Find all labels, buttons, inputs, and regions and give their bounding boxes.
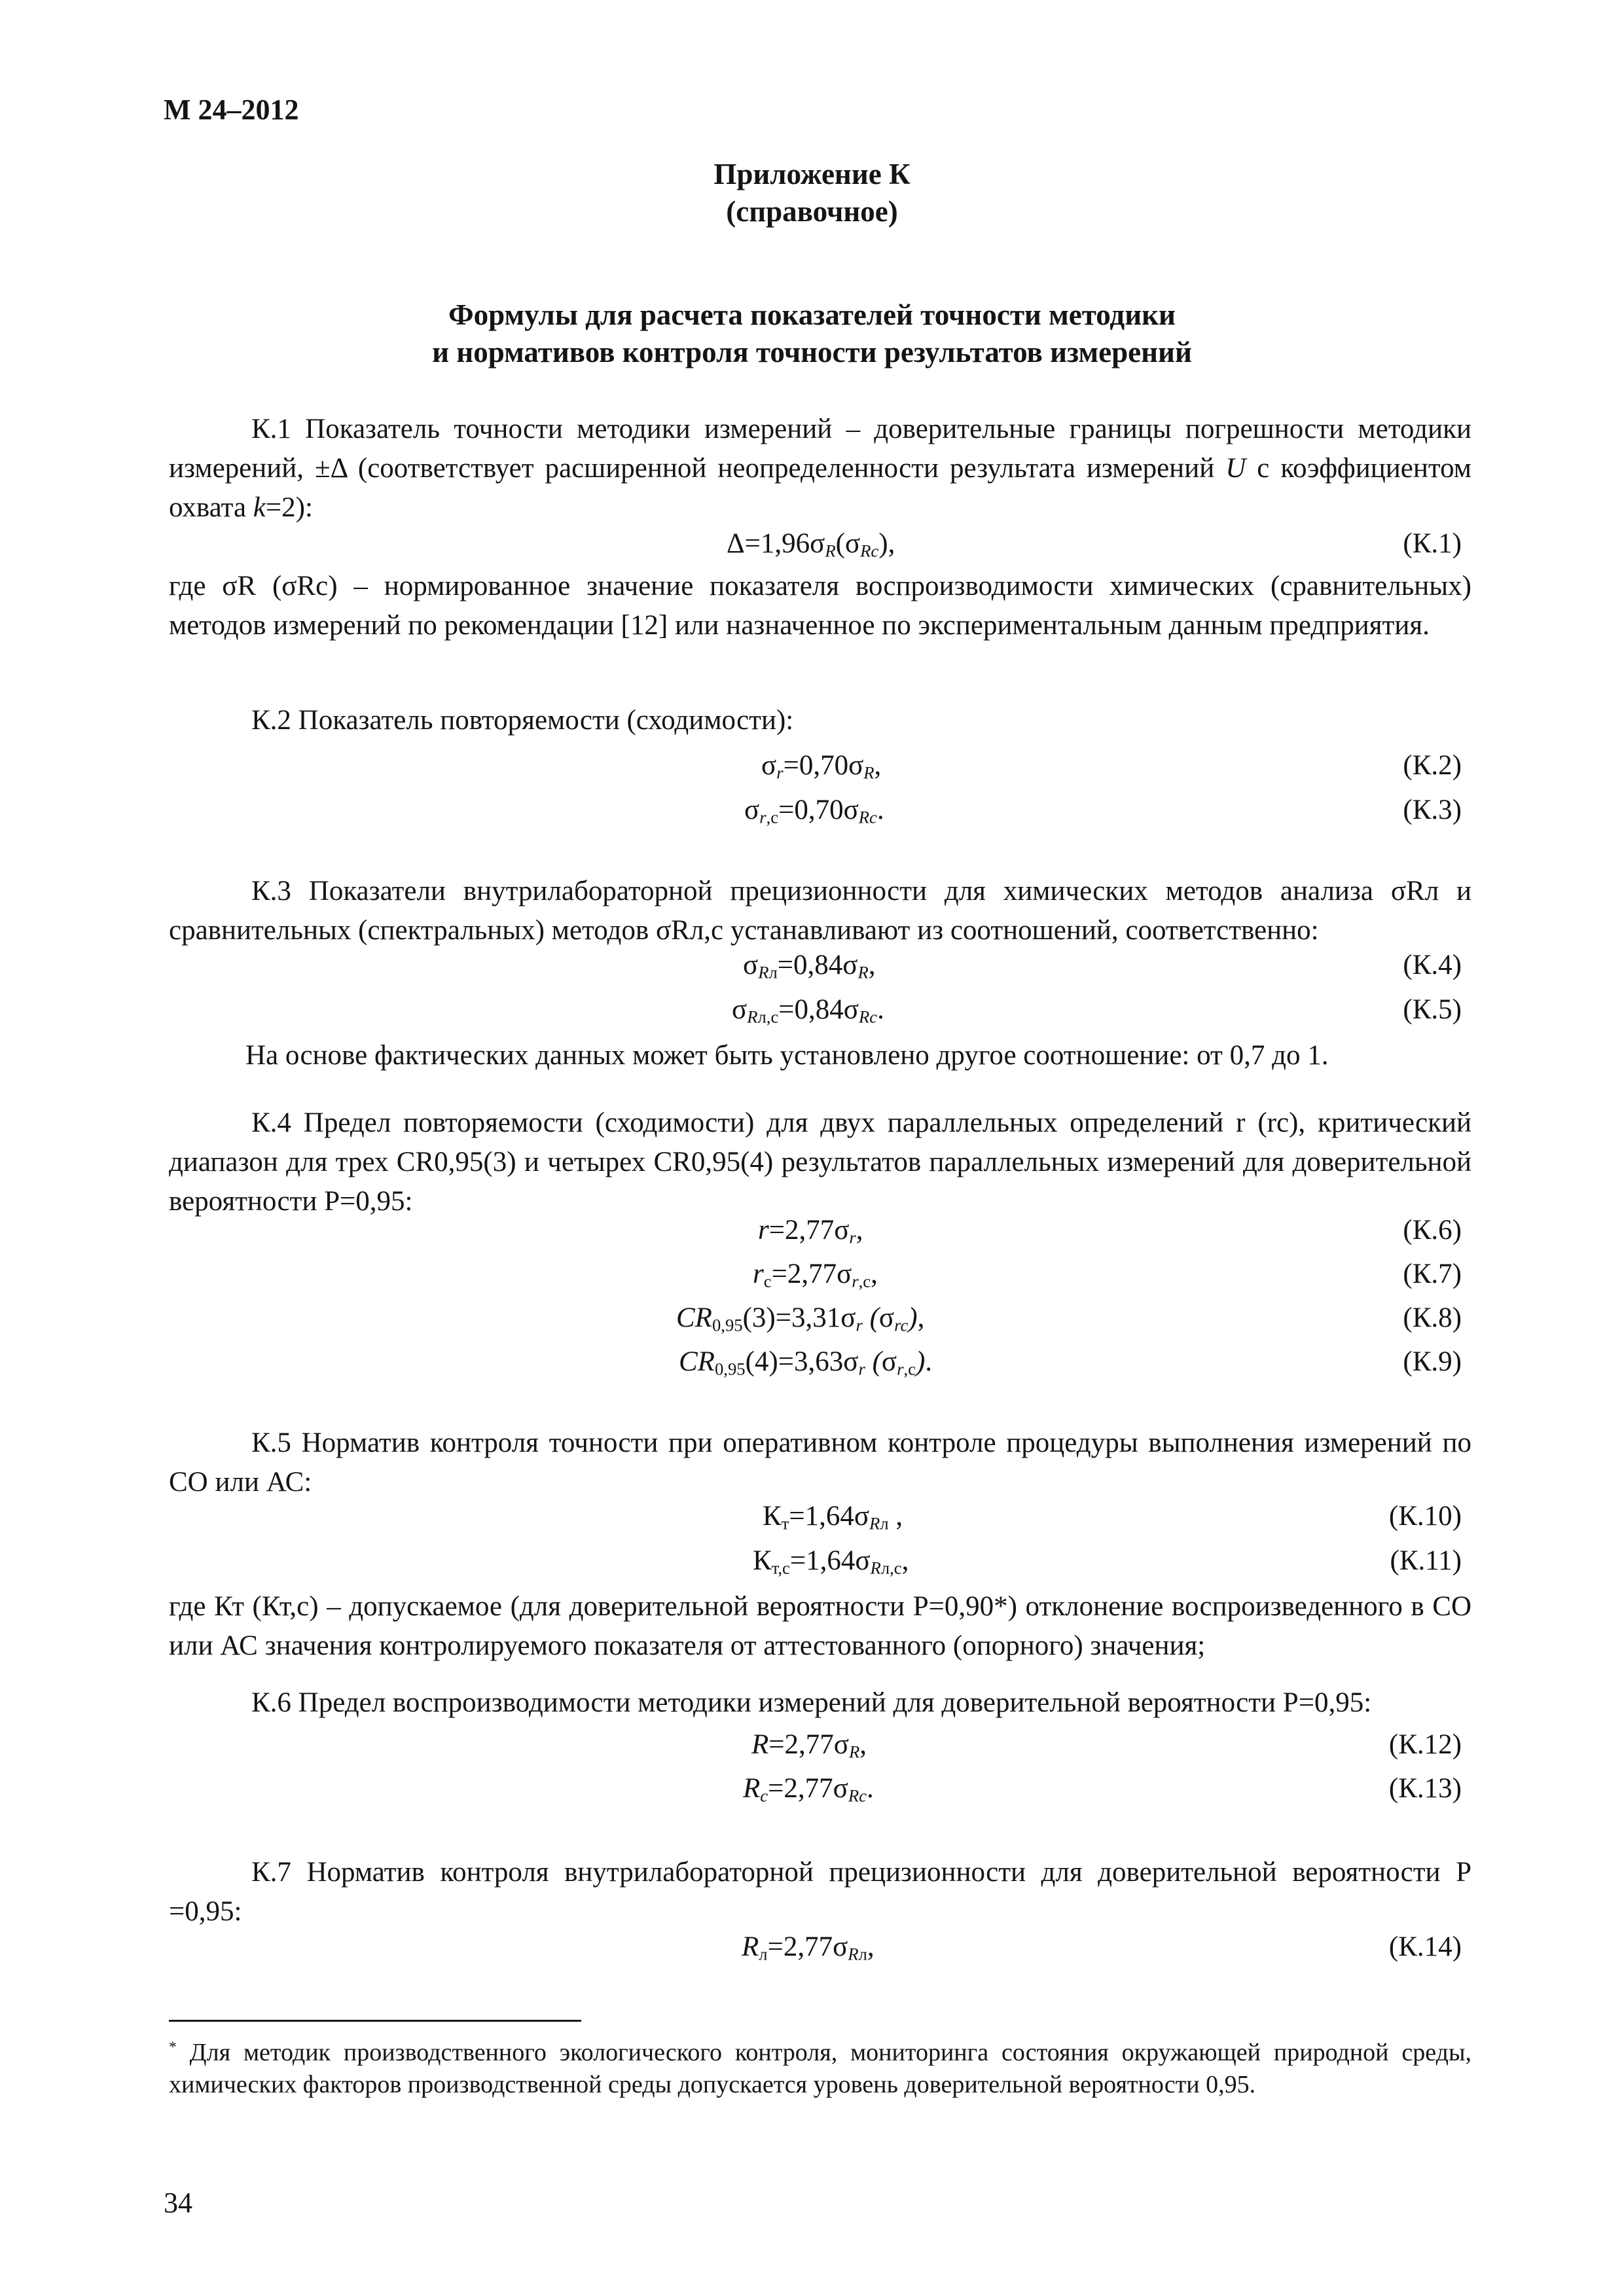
appendix-title: Приложение К (713, 158, 911, 190)
page-number: 34 (164, 2187, 192, 2219)
formula-k13: $R_c=2,77\sigma_{Rc}$. (743, 1773, 874, 1806)
equation-number-k7: (К.7) (1403, 1259, 1462, 1289)
equation-number-k2: (К.2) (1403, 750, 1462, 781)
paragraph-k2: К.2 Показатель повторяемости (сходимости): (251, 705, 794, 736)
paragraph-k3: К.3 Показатели внутрилабораторной прецизионности для химических методов анализа σRл и сравнительных (спектральных) методов σRл,c устанавливают из соотношений, соответственно: (169, 876, 1471, 946)
formula-k3: $\sigma_{r,c}=0,70\sigma_{Rc}$. (744, 795, 884, 827)
paragraph-k4: К.4 Предел повторяемости (сходимости) для двух параллельных определений r (rc), критический диапазон для трех CR0,95(3) и четырех CR0,95(4) результатов параллельных измерений для доверительной вероятности P=0,95: (169, 1107, 1471, 1217)
equation-number-k11: (К.11) (1390, 1545, 1462, 1576)
formula-k1: $\Delta=1,96\sigma_R(\sigma_{Rc})$, (727, 528, 895, 561)
document-code: М 24–2012 (164, 94, 299, 126)
formula-k6: $r=2,77\sigma_r$, (758, 1215, 863, 1247)
formula-k12: $R=2,77\sigma_R$, (751, 1729, 867, 1762)
paragraph-k1: К.1 Показатель точности методики измерений – доверительные границы погрешности методики измерений, ±Δ (соответствует расширенной неопределенности результата измерений U с коэффициентом охвата k=2): (169, 414, 1471, 523)
paragraph-k6: К.6 Предел воспроизводимости методики измерений для доверительной вероятности P=0,95: (251, 1687, 1372, 1718)
section-title-line2: и нормативов контроля точности результатов измерений (432, 336, 1192, 368)
equation-number-k3: (К.3) (1403, 795, 1462, 825)
equation-number-k9: (К.9) (1403, 1346, 1462, 1377)
paragraph-k5-where: где Кт (Кт,c) – допускаемое (для доверительной вероятности P=0,90*) отклонение воспроизведенного в СО или АС значения контролируемого показателя от аттестованного (опорного) значения; (169, 1591, 1471, 1661)
formula-k8: $CR_{0,95}(3)=3,31\sigma_r$ $(\sigma_{rc})$, (676, 1302, 925, 1335)
formula-k11: $К_{т,c}=1,64\sigma_{Rл,c}$, (753, 1545, 909, 1578)
paragraph-k5: К.5 Норматив контроля точности при оперативном контроле процедуры выполнения измерений по СО или АС: (169, 1427, 1471, 1498)
equation-number-k1: (К.1) (1403, 528, 1462, 559)
equation-number-k4: (К.4) (1403, 950, 1462, 980)
equation-number-k5: (К.5) (1403, 994, 1462, 1025)
formula-k10: $К_т=1,64\sigma_{Rл}$ , (763, 1501, 903, 1534)
paragraph-k1-where: где σR (σRc) – нормированное значение показателя воспроизводимости химических (сравнительных) методов измерений по рекомендации [12] или назначенное по экспериментальным данным предприятия. (169, 571, 1471, 641)
equation-number-k13: (К.13) (1388, 1773, 1462, 1804)
equation-number-k12: (К.12) (1388, 1729, 1462, 1760)
appendix-subtitle: (справочное) (726, 195, 898, 228)
section-title-line1: Формулы для расчета показателей точности методики (448, 298, 1176, 331)
formula-k5: $\sigma_{Rл,c}=0,84\sigma_{Rc}$. (732, 994, 884, 1027)
formula-k7: $r_c=2,77\sigma_{r,c}$, (753, 1259, 878, 1291)
equation-number-k6: (К.6) (1403, 1215, 1462, 1246)
paragraph-k7: К.7 Норматив контроля внутрилабораторной прецизионности для доверительной вероятности P =0,95: (169, 1857, 1471, 1927)
footnote-divider (169, 2020, 581, 2022)
footnote-marker: * (169, 2039, 177, 2056)
formula-k4: $\sigma_{Rл}=0,84\sigma_R$, (743, 950, 876, 982)
formula-k14: $R_л=2,77\sigma_{Rл}$, (742, 1931, 875, 1964)
equation-number-k10: (К.10) (1388, 1501, 1462, 1532)
paragraph-k3-note: На основе фактических данных может быть установлено другое соотношение: от 0,7 до 1. (245, 1040, 1329, 1071)
footnote-text: Для методик производственного экологического контроля, мониторинга состояния окружающей природной среды, химических факторов производственной среды допускается уровень доверительной вероятности 0,95. (169, 2039, 1471, 2098)
equation-number-k8: (К.8) (1403, 1302, 1462, 1333)
formula-k2: $\sigma_r=0,70\sigma_R$, (761, 750, 882, 783)
equation-number-k14: (К.14) (1388, 1931, 1462, 1962)
footnote (169, 2037, 1471, 2101)
formula-k9: $CR_{0,95}(4)=3,63\sigma_r$ $(\sigma_{r,c})$. (679, 1346, 933, 1379)
